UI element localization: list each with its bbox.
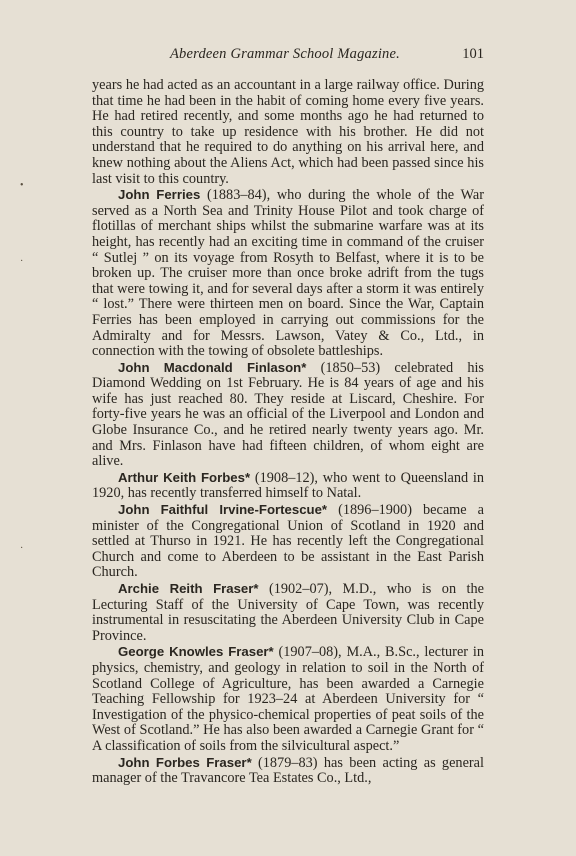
running-title: Aberdeen Grammar School Magazine. [170,46,400,62]
entry-text: (1850–53) celebrated his Diamond Wedding on 1st February. He is 84 years of age and his wife has just reached 80. They reside at Liscard, Cheshire. For forty-five years he was an official of the Liverpool and London and Globe Insurance Co., and he retired nearly twenty years ago. Mr. and Mrs. Finlason have had fifteen children, of whom eight are alive. [92,359,484,470]
entry-name: Arthur Keith Forbes* [118,469,251,485]
entry-arthur-keith-forbes [92,470,484,502]
paragraph-text: years he had acted as an accountant in a large railway office. During that time he had been in the habit of coming home every five years. He had retired recently, and some months ago he had returned to this country to take up residence with his brother. He did not understand that he required to do anything on his arrival here, and knew nothing about the Aliens Act, which had been passed since his last visit to this country. [92,77,484,187]
entry-john-forbes-fraser [92,755,484,787]
entry-name: Archie Reith Fraser* [118,581,259,596]
margin-speck: · [20,256,24,267]
entry-john-macdonald-finlason [92,360,484,470]
entry-archie-reith-fraser [92,581,484,644]
entry-text: (1908–12), who went to Queensland in 1920, has recently transferred himself to Natal. [92,469,485,502]
margin-speck: • [20,180,24,191]
entry-text: (1896–1900) became a minister of the Congregational Union of Scotland in 1920 and settled at Thurso in 1921. He has recently left the Congregational Church and come to Aberdeen to be assistant in the East Parish Church. [92,502,484,581]
entry-text: (1883–84), who during the whole of the War served as a North Sea and Trinity House Pilot and took charge of flotillas of merchant ships whilst the submarine warfare was at its height, has recently had an exciting time in command of the cruiser “ Sutlej ” on its voyage from Rosyth to Belfast, where it is to be broken up. The cruiser more than once broke adrift from the tugs that were towing it, and for several days after a storm it was entirely “ lost.” There were thirteen men on board. Since the War, Captain Ferries has been employed in carrying out commissions for the Admiralty and for Messrs. Lawson, Vatey & Co., Ltd., in connection with the towing of obsolete battleships. [92,187,485,360]
entry-text: (1907–08), M.A., B.Sc., lecturer in physics, chemistry, and geology in relation to soil in the North of Scotland College of Agriculture, has been awarded a Carnegie Teaching Fellowship for 1923–24 at Aberdeen University for “ Investigation of the physico-chemical properties of peat soils of the West of Scotland.” He has also been awarded a Carnegie Grant for “ A classification of soils from the silvicultural aspect.” [92,644,484,754]
running-header [92,46,484,66]
entry-name: George Knowles Fraser* [118,644,274,660]
entry-name: John Forbes Fraser* [118,754,252,770]
page-number: 101 [462,46,484,62]
entry-name: John Macdonald Finlason* [118,359,307,375]
article-body [92,78,484,787]
entry-text: (1879–83) has been acting as general manager of the Travancore Tea Estates Co., Ltd., [92,754,485,787]
entry-john-faithful-irvine-fortescue [92,502,484,581]
entry-george-knowles-fraser [92,644,484,754]
entry-john-ferries [92,187,484,360]
entry-name: John Faithful Irvine-Fortescue* [118,502,328,518]
entry-name: John Ferries [118,187,201,203]
paragraph-continued [92,78,484,187]
margin-speck: · [20,543,24,554]
entry-text: (1902–07), M.D., who is on the Lecturing Staff of the University of Cape Town, was recently instrumental in resuscitating the Aberdeen University Club in Cape Province. [92,581,484,644]
